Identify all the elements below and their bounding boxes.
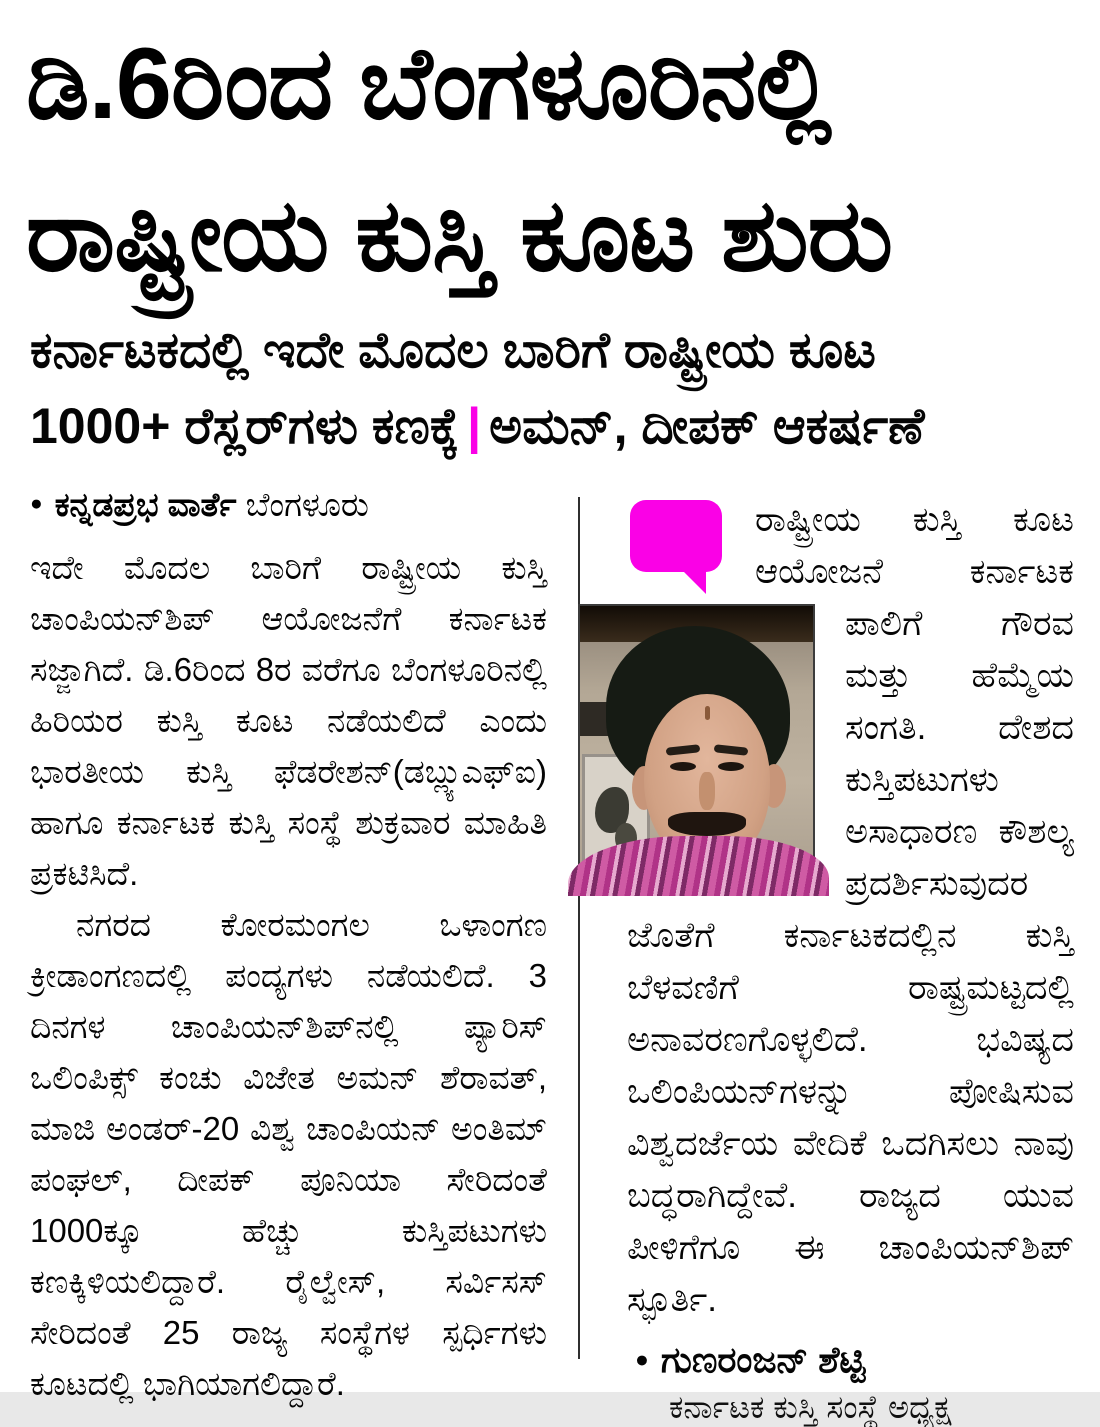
man-eyebrow-left [666, 744, 701, 756]
quote-bubble-wrap [627, 494, 755, 600]
man-nose [699, 772, 715, 810]
man-eye-right [718, 762, 744, 771]
article-paragraph-2: ನಗರದ ಕೋರಮಂಗಲ ಒಳಾಂಗಣ ಕ್ರೀಡಾಂಗಣದಲ್ಲಿ ಪಂದ್ಯಗಳು ನಡೆಯಲಿದೆ. 3 ದಿನಗಳ ಚಾಂಪಿಯನ್‌ಶಿಪ್‌ನಲ್ಲಿ ಪ್ಯಾರಿಸ್ ಒಲಿಂಪಿಕ್ಸ್ ಕಂಚು ವಿಜೇತ ಅಮನ್ ಶೆರಾವತ್, ಮಾಜಿ ಅಂಡರ್-20 ವಿಶ್ವ ಚಾಂಪಿಯನ್ ಅಂತಿಮ್ ಪಂಘಲ್, ದೀಪಕ್ ಪೂನಿಯಾ ಸೇರಿದಂತೆ 1000ಕ್ಕೂ ಹೆಚ್ಚು ಕುಸ್ತಿಪಟುಗಳು ಕಣಕ್ಕಿಳಿಯಲಿದ್ದಾರೆ. ರೈಲ್ವೇಸ್, ಸರ್ವಿಸಸ್ ಸೇರಿದಂತೆ 25 ರಾಜ್ಯ ಸಂಸ್ಥೆಗಳ ಸ್ಪರ್ಧಿಗಳು ಕೂಟದಲ್ಲಿ ಭಾಗಿಯಾಗಲಿದ್ದಾರೆ. [30, 906, 547, 1402]
quote-author [635, 1336, 1074, 1383]
subheadline-line-1: ಕರ್ನಾಟಕದಲ್ಲಿ ಇದೇ ಮೊದಲ ಬಾರಿಗೆ ರಾಷ್ಟ್ರೀಯ ಕೂಟ [30, 322, 876, 378]
byline-bullet-icon: ● [30, 492, 43, 515]
quote-column [627, 494, 1074, 1427]
subheadline-line-2-left: 1000+ ರೆಸ್ಲರ್‌ಗಳು ಕಣಕ್ಕೆ [30, 398, 460, 454]
author-title: ಕರ್ನಾಟಕ ಕುಸ್ತಿ ಸಂಸ್ಥೆ ಅಧ್ಯಕ್ಷ [669, 1389, 952, 1425]
headline-line-1: ಡಿ.6ರಿಂದ ಬೆಂಗಳೂರಿನಲ್ಲಿ [26, 28, 831, 140]
magenta-pipe-separator: | [467, 398, 482, 454]
author-name: ಗುಣರಂಜನ್ ಶೆಟ್ಟಿ [660, 1339, 866, 1380]
headline [26, 8, 1086, 312]
man-mustache [668, 812, 746, 836]
man-forehead-mark [705, 706, 710, 720]
article-body-left-column [30, 542, 547, 1409]
byline-agency: ಕನ್ನಡಪ್ರಭ ವಾರ್ತೆ [54, 486, 237, 523]
byline-location: ಬೆಂಗಳೂರು [245, 486, 369, 523]
byline [30, 486, 369, 525]
subheadline-line-2-right: ಅಮನ್, ದೀಪಕ್ ಆಕರ್ಷಣೆ [489, 398, 925, 454]
author-bullet-icon: ● [635, 1346, 649, 1372]
man-eye-left [670, 762, 696, 771]
subheadline-line-2 [30, 388, 1080, 464]
man-eyebrow-right [714, 744, 749, 756]
portrait-photo [578, 604, 815, 891]
quote-text: ರಾಷ್ಟ್ರೀಯ ಕುಸ್ತಿ ಕೂಟ ಆಯೋಜನೆ ಕರ್ನಾಟಕ ಪಾಲಿಗೆ ಗೌರವ ಮತ್ತು ಹೆಮ್ಮೆಯ ಸಂಗತಿ. ದೇಶದ ಕುಸ್ತಿಪಟುಗಳು ಅಸಾಧಾರಣ ಕೌಶಲ್ಯ ಪ್ರದರ್ಶಿಸುವುದರ ಜೊತೆಗೆ ಕರ್ನಾಟಕದಲ್ಲಿನ ಕುಸ್ತಿ ಬೆಳವಣಿಗೆ ರಾಷ್ಟ್ರಮಟ್ಟದಲ್ಲಿ ಅನಾವರಣಗೊಳ್ಳಲಿದೆ. ಭವಿಷ್ಯದ ಒಲಿಂಪಿಯನ್‌ಗಳನ್ನು ಪೋಷಿಸುವ ವಿಶ್ವದರ್ಜೆಯ ವೇದಿಕೆ ಒದಗಿಸಲು ನಾವು ಬದ್ಧರಾಗಿದ್ದೇವೆ. ರಾಜ್ಯದ ಯುವ ಪೀಳಿಗೆಗೂ ಈ ಚಾಂಪಿಯನ್‌ಶಿಪ್ ಸ್ಫೂರ್ತಿ. [627, 500, 1074, 1319]
subheadline [30, 312, 1080, 464]
headline-line-2: ರಾಷ್ಟ್ರೀಯ ಕುಸ್ತಿ ಕೂಟ ಶುರು [26, 180, 893, 292]
article-paragraph-1: ಇದೇ ಮೊದಲ ಬಾರಿಗೆ ರಾಷ್ಟ್ರೀಯ ಕುಸ್ತಿ ಚಾಂಪಿಯನ್‌ಶಿಪ್ ಆಯೋಜನೆಗೆ ಕರ್ನಾಟಕ ಸಜ್ಜಾಗಿದೆ. ಡಿ.6ರಿಂದ 8ರ ವರೆಗೂ ಬೆಂಗಳೂರಿನಲ್ಲಿ ಹಿರಿಯರ ಕುಸ್ತಿ ಕೂಟ ನಡೆಯಲಿದೆ ಎಂದು ಭಾರತೀಯ ಕುಸ್ತಿ ಫೆಡರೇಶನ್(ಡಬ್ಲ್ಯುಎಫ್ಐ) ಹಾಗೂ ಕರ್ನಾಟಕ ಕುಸ್ತಿ ಸಂಸ್ಥೆ ಶುಕ್ರವಾರ ಮಾಹಿತಿ ಪ್ರಕಟಿಸಿದೆ. [30, 549, 547, 892]
speech-bubble-icon [630, 500, 722, 572]
